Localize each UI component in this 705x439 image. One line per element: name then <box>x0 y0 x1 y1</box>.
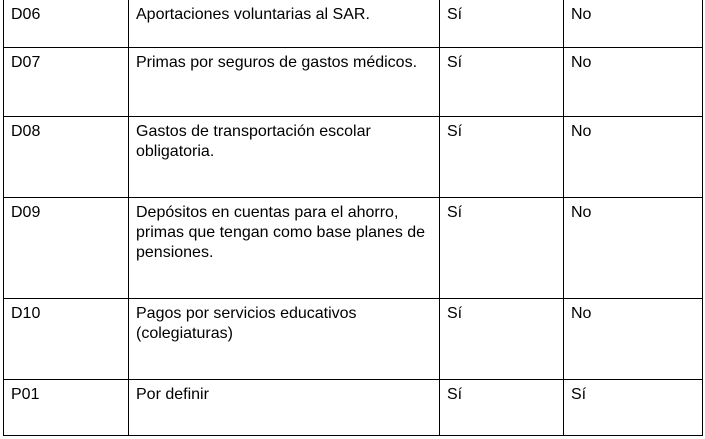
description-cell: Gastos de transportación escolar obligatoria. <box>129 117 440 198</box>
value-cell-a: Sí <box>440 380 564 436</box>
table-row <box>4 198 703 299</box>
table-row <box>4 48 703 117</box>
table-row <box>4 299 703 380</box>
value-cell-a: Sí <box>440 0 564 48</box>
code-cell: D10 <box>4 299 129 380</box>
table-row <box>4 0 703 48</box>
value-cell-a: Sí <box>440 299 564 380</box>
table-row <box>4 380 703 436</box>
code-cell: D07 <box>4 48 129 117</box>
deductions-table <box>3 0 703 436</box>
description-cell: Por definir <box>129 380 440 436</box>
description-cell: Pagos por servicios educativos (colegiaturas) <box>129 299 440 380</box>
value-cell-a: Sí <box>440 117 564 198</box>
value-cell-a: Sí <box>440 48 564 117</box>
code-cell: D09 <box>4 198 129 299</box>
value-cell-b: No <box>564 117 703 198</box>
value-cell-b: No <box>564 198 703 299</box>
value-cell-b: Sí <box>564 380 703 436</box>
code-cell: D06 <box>4 0 129 48</box>
value-cell-b: No <box>564 299 703 380</box>
value-cell-b: No <box>564 48 703 117</box>
description-cell: Depósitos en cuentas para el ahorro, primas que tengan como base planes de pensiones. <box>129 198 440 299</box>
table-row <box>4 117 703 198</box>
description-cell: Aportaciones voluntarias al SAR. <box>129 0 440 48</box>
code-cell: D08 <box>4 117 129 198</box>
description-cell: Primas por seguros de gastos médicos. <box>129 48 440 117</box>
value-cell-b: No <box>564 0 703 48</box>
code-cell: P01 <box>4 380 129 436</box>
value-cell-a: Sí <box>440 198 564 299</box>
